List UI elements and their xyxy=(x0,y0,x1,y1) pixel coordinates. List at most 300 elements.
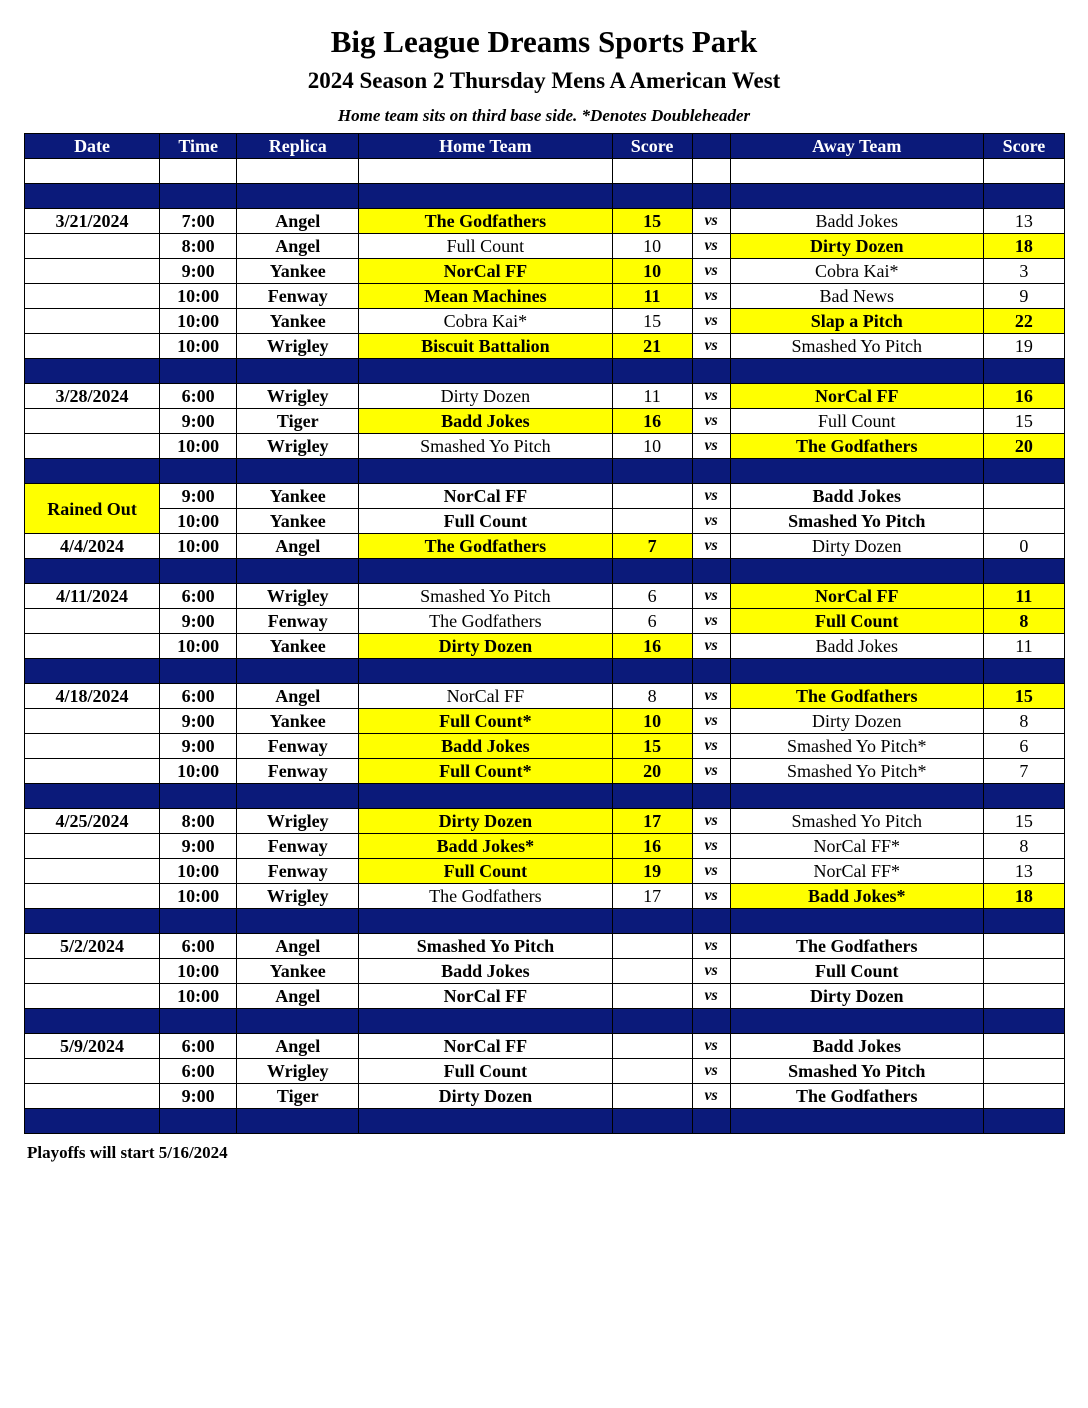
vs-cell: vs xyxy=(692,284,730,309)
home-team-cell: Smashed Yo Pitch xyxy=(359,934,612,959)
date-cell xyxy=(25,434,160,459)
sep-cell xyxy=(692,559,730,584)
date-cell: 3/21/2024 xyxy=(25,209,160,234)
time-cell: 10:00 xyxy=(160,434,237,459)
time-cell: 10:00 xyxy=(160,884,237,909)
sep-cell xyxy=(692,1109,730,1134)
field-cell: Wrigley xyxy=(237,809,359,834)
vs-cell: vs xyxy=(692,984,730,1009)
field-cell: Yankee xyxy=(237,484,359,509)
sep-cell xyxy=(237,1109,359,1134)
sep-cell xyxy=(730,1009,983,1034)
sep-cell xyxy=(730,784,983,809)
home-score-cell: 10 xyxy=(612,434,692,459)
blank-cell xyxy=(730,159,983,184)
time-cell: 9:00 xyxy=(160,484,237,509)
date-cell xyxy=(25,609,160,634)
vs-cell: vs xyxy=(692,534,730,559)
field-cell: Yankee xyxy=(237,309,359,334)
separator-row xyxy=(25,909,1065,934)
game-row xyxy=(25,1034,1065,1059)
separator-row xyxy=(25,184,1065,209)
home-team-cell: Full Count* xyxy=(359,759,612,784)
date-cell xyxy=(25,1084,160,1109)
blank-cell xyxy=(692,159,730,184)
away-team-cell: Dirty Dozen xyxy=(730,709,983,734)
game-row xyxy=(25,534,1065,559)
home-team-cell: Mean Machines xyxy=(359,284,612,309)
away-score-cell: 18 xyxy=(983,234,1064,259)
date-cell xyxy=(25,709,160,734)
game-row xyxy=(25,684,1065,709)
field-cell: Angel xyxy=(237,234,359,259)
away-team-cell: The Godfathers xyxy=(730,434,983,459)
field-cell: Wrigley xyxy=(237,434,359,459)
field-cell: Angel xyxy=(237,934,359,959)
away-score-cell xyxy=(983,1059,1064,1084)
header-time: Time xyxy=(160,134,237,159)
home-team-cell: Smashed Yo Pitch xyxy=(359,434,612,459)
field-cell: Wrigley xyxy=(237,384,359,409)
date-cell xyxy=(25,259,160,284)
field-cell: Angel xyxy=(237,984,359,1009)
vs-cell: vs xyxy=(692,709,730,734)
away-team-cell: Dirty Dozen xyxy=(730,984,983,1009)
vs-cell: vs xyxy=(692,1084,730,1109)
sep-cell xyxy=(359,784,612,809)
game-row xyxy=(25,759,1065,784)
home-score-cell: 16 xyxy=(612,834,692,859)
game-row xyxy=(25,734,1065,759)
sep-cell xyxy=(160,1009,237,1034)
sep-cell xyxy=(359,459,612,484)
away-score-cell: 0 xyxy=(983,534,1064,559)
blank-cell xyxy=(612,159,692,184)
away-score-cell: 8 xyxy=(983,709,1064,734)
away-score-cell: 15 xyxy=(983,684,1064,709)
home-team-cell: Full Count xyxy=(359,234,612,259)
sep-cell xyxy=(25,184,160,209)
away-team-cell: NorCal FF xyxy=(730,384,983,409)
time-cell: 9:00 xyxy=(160,1084,237,1109)
game-row xyxy=(25,834,1065,859)
home-team-cell: The Godfathers xyxy=(359,534,612,559)
away-team-cell: The Godfathers xyxy=(730,934,983,959)
time-cell: 10:00 xyxy=(160,534,237,559)
game-row xyxy=(25,584,1065,609)
date-cell: 4/25/2024 xyxy=(25,809,160,834)
home-team-cell: Smashed Yo Pitch xyxy=(359,584,612,609)
game-row xyxy=(25,334,1065,359)
separator-row xyxy=(25,1109,1065,1134)
blank-row xyxy=(25,159,1065,184)
blank-cell xyxy=(237,159,359,184)
sep-cell xyxy=(160,1109,237,1134)
date-cell xyxy=(25,309,160,334)
vs-cell: vs xyxy=(692,609,730,634)
vs-cell: vs xyxy=(692,834,730,859)
sep-cell xyxy=(612,1109,692,1134)
sep-cell xyxy=(25,459,160,484)
away-team-cell: Full Count xyxy=(730,609,983,634)
sep-cell xyxy=(237,459,359,484)
header-home-team: Home Team xyxy=(359,134,612,159)
sep-cell xyxy=(612,659,692,684)
home-team-cell: Full Count* xyxy=(359,709,612,734)
vs-cell: vs xyxy=(692,1034,730,1059)
page-title: Big League Dreams Sports Park xyxy=(330,24,758,59)
time-cell: 6:00 xyxy=(160,584,237,609)
sep-cell xyxy=(25,1009,160,1034)
home-team-cell: Biscuit Battalion xyxy=(359,334,612,359)
away-team-cell: NorCal FF xyxy=(730,584,983,609)
home-team-cell: NorCal FF xyxy=(359,1034,612,1059)
field-cell: Tiger xyxy=(237,409,359,434)
away-score-cell: 16 xyxy=(983,384,1064,409)
vs-cell: vs xyxy=(692,684,730,709)
home-score-cell: 20 xyxy=(612,759,692,784)
home-team-cell: NorCal FF xyxy=(359,259,612,284)
vs-cell: vs xyxy=(692,809,730,834)
away-score-cell: 22 xyxy=(983,309,1064,334)
home-team-cell: Dirty Dozen xyxy=(359,809,612,834)
sep-cell xyxy=(160,184,237,209)
time-cell: 6:00 xyxy=(160,684,237,709)
home-score-cell: 11 xyxy=(612,284,692,309)
date-cell: 4/18/2024 xyxy=(25,684,160,709)
schedule-body xyxy=(25,159,1065,1134)
away-team-cell: Bad News xyxy=(730,284,983,309)
away-score-cell xyxy=(983,484,1064,509)
sep-cell xyxy=(237,359,359,384)
vs-cell: vs xyxy=(692,234,730,259)
away-score-cell: 15 xyxy=(983,409,1064,434)
away-team-cell: Badd Jokes* xyxy=(730,884,983,909)
date-cell xyxy=(25,759,160,784)
vs-cell: vs xyxy=(692,759,730,784)
away-team-cell: The Godfathers xyxy=(730,684,983,709)
home-score-cell: 17 xyxy=(612,884,692,909)
home-team-cell: The Godfathers xyxy=(359,609,612,634)
sep-cell xyxy=(237,184,359,209)
away-team-cell: Slap a Pitch xyxy=(730,309,983,334)
vs-cell: vs xyxy=(692,1059,730,1084)
field-cell: Angel xyxy=(237,534,359,559)
time-cell: 9:00 xyxy=(160,259,237,284)
vs-cell: vs xyxy=(692,259,730,284)
sep-cell xyxy=(692,784,730,809)
game-row xyxy=(25,809,1065,834)
vs-cell: vs xyxy=(692,209,730,234)
field-cell: Yankee xyxy=(237,634,359,659)
away-score-cell xyxy=(983,1084,1064,1109)
date-cell xyxy=(25,859,160,884)
home-score-cell xyxy=(612,1059,692,1084)
time-cell: 9:00 xyxy=(160,409,237,434)
game-row xyxy=(25,959,1065,984)
time-cell: 8:00 xyxy=(160,809,237,834)
separator-row xyxy=(25,359,1065,384)
sep-cell xyxy=(612,1009,692,1034)
field-cell: Yankee xyxy=(237,709,359,734)
sep-cell xyxy=(160,909,237,934)
sep-cell xyxy=(692,359,730,384)
field-cell: Angel xyxy=(237,684,359,709)
time-cell: 9:00 xyxy=(160,609,237,634)
field-cell: Yankee xyxy=(237,259,359,284)
sep-cell xyxy=(983,1009,1064,1034)
vs-cell: vs xyxy=(692,334,730,359)
home-score-cell: 17 xyxy=(612,809,692,834)
home-score-cell: 6 xyxy=(612,609,692,634)
home-score-cell: 6 xyxy=(612,584,692,609)
sep-cell xyxy=(237,559,359,584)
vs-cell: vs xyxy=(692,409,730,434)
game-row xyxy=(25,984,1065,1009)
sep-cell xyxy=(359,1109,612,1134)
field-cell: Fenway xyxy=(237,834,359,859)
time-cell: 10:00 xyxy=(160,759,237,784)
home-score-cell: 8 xyxy=(612,684,692,709)
sep-cell xyxy=(612,359,692,384)
game-row xyxy=(25,234,1065,259)
home-score-cell: 15 xyxy=(612,734,692,759)
sep-cell xyxy=(730,559,983,584)
sep-cell xyxy=(359,559,612,584)
game-row xyxy=(25,934,1065,959)
date-cell xyxy=(25,634,160,659)
time-cell: 10:00 xyxy=(160,509,237,534)
away-score-cell xyxy=(983,934,1064,959)
away-team-cell: Full Count xyxy=(730,959,983,984)
field-cell: Angel xyxy=(237,209,359,234)
separator-row xyxy=(25,1009,1065,1034)
header-away-team: Away Team xyxy=(730,134,983,159)
time-cell: 6:00 xyxy=(160,934,237,959)
sep-cell xyxy=(692,659,730,684)
sep-cell xyxy=(730,184,983,209)
home-team-cell: Full Count xyxy=(359,509,612,534)
home-score-cell xyxy=(612,934,692,959)
header-vs xyxy=(692,134,730,159)
time-cell: 6:00 xyxy=(160,384,237,409)
sep-cell xyxy=(983,559,1064,584)
separator-row xyxy=(25,459,1065,484)
field-cell: Yankee xyxy=(237,509,359,534)
away-score-cell xyxy=(983,959,1064,984)
home-team-cell: Full Count xyxy=(359,1059,612,1084)
sep-cell xyxy=(160,659,237,684)
sep-cell xyxy=(25,909,160,934)
away-team-cell: Cobra Kai* xyxy=(730,259,983,284)
date-cell: 5/9/2024 xyxy=(25,1034,160,1059)
date-cell xyxy=(25,334,160,359)
sep-cell xyxy=(25,559,160,584)
game-row xyxy=(25,634,1065,659)
away-team-cell: Smashed Yo Pitch xyxy=(730,334,983,359)
field-cell: Fenway xyxy=(237,859,359,884)
time-cell: 9:00 xyxy=(160,834,237,859)
sep-cell xyxy=(25,659,160,684)
sep-cell xyxy=(359,359,612,384)
vs-cell: vs xyxy=(692,434,730,459)
game-row xyxy=(25,259,1065,284)
home-team-cell: Cobra Kai* xyxy=(359,309,612,334)
sep-cell xyxy=(730,459,983,484)
home-team-cell: Badd Jokes xyxy=(359,734,612,759)
away-score-cell: 8 xyxy=(983,609,1064,634)
header-date: Date xyxy=(25,134,160,159)
rained-out-label: Rained Out xyxy=(25,484,160,534)
game-row xyxy=(25,309,1065,334)
away-team-cell: Smashed Yo Pitch xyxy=(730,809,983,834)
vs-cell: vs xyxy=(692,884,730,909)
home-score-cell: 10 xyxy=(612,709,692,734)
header-replica: Replica xyxy=(237,134,359,159)
game-row xyxy=(25,884,1065,909)
vs-cell: vs xyxy=(692,484,730,509)
date-cell xyxy=(25,959,160,984)
game-row xyxy=(25,284,1065,309)
field-cell: Fenway xyxy=(237,759,359,784)
sep-cell xyxy=(612,184,692,209)
home-score-cell xyxy=(612,1084,692,1109)
away-score-cell: 20 xyxy=(983,434,1064,459)
blank-cell xyxy=(359,159,612,184)
sep-cell xyxy=(25,784,160,809)
game-row xyxy=(25,859,1065,884)
field-cell: Wrigley xyxy=(237,584,359,609)
schedule-note: Home team sits on third base side. *Denotes Doubleheader xyxy=(337,106,751,125)
sep-cell xyxy=(612,459,692,484)
field-cell: Angel xyxy=(237,1034,359,1059)
vs-cell: vs xyxy=(692,309,730,334)
time-cell: 6:00 xyxy=(160,1059,237,1084)
game-row xyxy=(25,609,1065,634)
time-cell: 9:00 xyxy=(160,734,237,759)
field-cell: Wrigley xyxy=(237,334,359,359)
sep-cell xyxy=(237,1009,359,1034)
vs-cell: vs xyxy=(692,934,730,959)
home-score-cell xyxy=(612,1034,692,1059)
away-team-cell: Smashed Yo Pitch* xyxy=(730,759,983,784)
home-team-cell: Full Count xyxy=(359,859,612,884)
vs-cell: vs xyxy=(692,959,730,984)
away-team-cell: The Godfathers xyxy=(730,1084,983,1109)
home-score-cell: 16 xyxy=(612,409,692,434)
sep-cell xyxy=(730,359,983,384)
home-score-cell: 21 xyxy=(612,334,692,359)
game-row xyxy=(25,509,1065,534)
home-team-cell: Dirty Dozen xyxy=(359,634,612,659)
date-cell xyxy=(25,834,160,859)
sep-cell xyxy=(237,909,359,934)
home-score-cell: 16 xyxy=(612,634,692,659)
date-cell: 4/11/2024 xyxy=(25,584,160,609)
game-row xyxy=(25,384,1065,409)
playoffs-note: Playoffs will start 5/16/2024 xyxy=(27,1143,228,1162)
sep-cell xyxy=(160,559,237,584)
vs-cell: vs xyxy=(692,384,730,409)
field-cell: Wrigley xyxy=(237,884,359,909)
date-cell xyxy=(25,409,160,434)
vs-cell: vs xyxy=(692,734,730,759)
sep-cell xyxy=(612,784,692,809)
sep-cell xyxy=(25,1109,160,1134)
away-score-cell: 3 xyxy=(983,259,1064,284)
sep-cell xyxy=(612,559,692,584)
time-cell: 10:00 xyxy=(160,309,237,334)
home-team-cell: Badd Jokes xyxy=(359,959,612,984)
sep-cell xyxy=(730,909,983,934)
field-cell: Fenway xyxy=(237,734,359,759)
game-row xyxy=(25,209,1065,234)
date-cell: 4/4/2024 xyxy=(25,534,160,559)
away-team-cell: Badd Jokes xyxy=(730,634,983,659)
time-cell: 10:00 xyxy=(160,284,237,309)
separator-row xyxy=(25,659,1065,684)
away-score-cell: 13 xyxy=(983,209,1064,234)
game-row xyxy=(25,434,1065,459)
home-team-cell: The Godfathers xyxy=(359,884,612,909)
away-score-cell: 6 xyxy=(983,734,1064,759)
time-cell: 10:00 xyxy=(160,634,237,659)
home-score-cell: 7 xyxy=(612,534,692,559)
date-cell xyxy=(25,1059,160,1084)
field-cell: Fenway xyxy=(237,284,359,309)
away-team-cell: NorCal FF* xyxy=(730,859,983,884)
game-row xyxy=(25,1059,1065,1084)
sep-cell xyxy=(237,784,359,809)
header-row xyxy=(25,134,1065,159)
schedule-table xyxy=(24,133,1065,1134)
vs-cell: vs xyxy=(692,859,730,884)
sep-cell xyxy=(983,909,1064,934)
time-cell: 10:00 xyxy=(160,959,237,984)
field-cell: Yankee xyxy=(237,959,359,984)
sep-cell xyxy=(730,1109,983,1134)
time-cell: 10:00 xyxy=(160,859,237,884)
home-team-cell: NorCal FF xyxy=(359,684,612,709)
home-team-cell: NorCal FF xyxy=(359,984,612,1009)
time-cell: 10:00 xyxy=(160,984,237,1009)
away-team-cell: Badd Jokes xyxy=(730,1034,983,1059)
separator-row xyxy=(25,784,1065,809)
page-subtitle: 2024 Season 2 Thursday Mens A American West xyxy=(307,68,781,93)
home-score-cell: 10 xyxy=(612,259,692,284)
sep-cell xyxy=(160,359,237,384)
away-team-cell: Badd Jokes xyxy=(730,484,983,509)
sep-cell xyxy=(692,184,730,209)
home-score-cell xyxy=(612,984,692,1009)
vs-cell: vs xyxy=(692,509,730,534)
away-score-cell xyxy=(983,509,1064,534)
away-score-cell: 9 xyxy=(983,284,1064,309)
away-score-cell: 7 xyxy=(983,759,1064,784)
sep-cell xyxy=(983,1109,1064,1134)
away-score-cell: 19 xyxy=(983,334,1064,359)
sep-cell xyxy=(692,909,730,934)
date-cell xyxy=(25,284,160,309)
blank-cell xyxy=(983,159,1064,184)
time-cell: 10:00 xyxy=(160,334,237,359)
time-cell: 7:00 xyxy=(160,209,237,234)
home-team-cell: NorCal FF xyxy=(359,484,612,509)
time-cell: 9:00 xyxy=(160,709,237,734)
home-score-cell xyxy=(612,484,692,509)
header-away-score: Score xyxy=(983,134,1064,159)
time-cell: 8:00 xyxy=(160,234,237,259)
